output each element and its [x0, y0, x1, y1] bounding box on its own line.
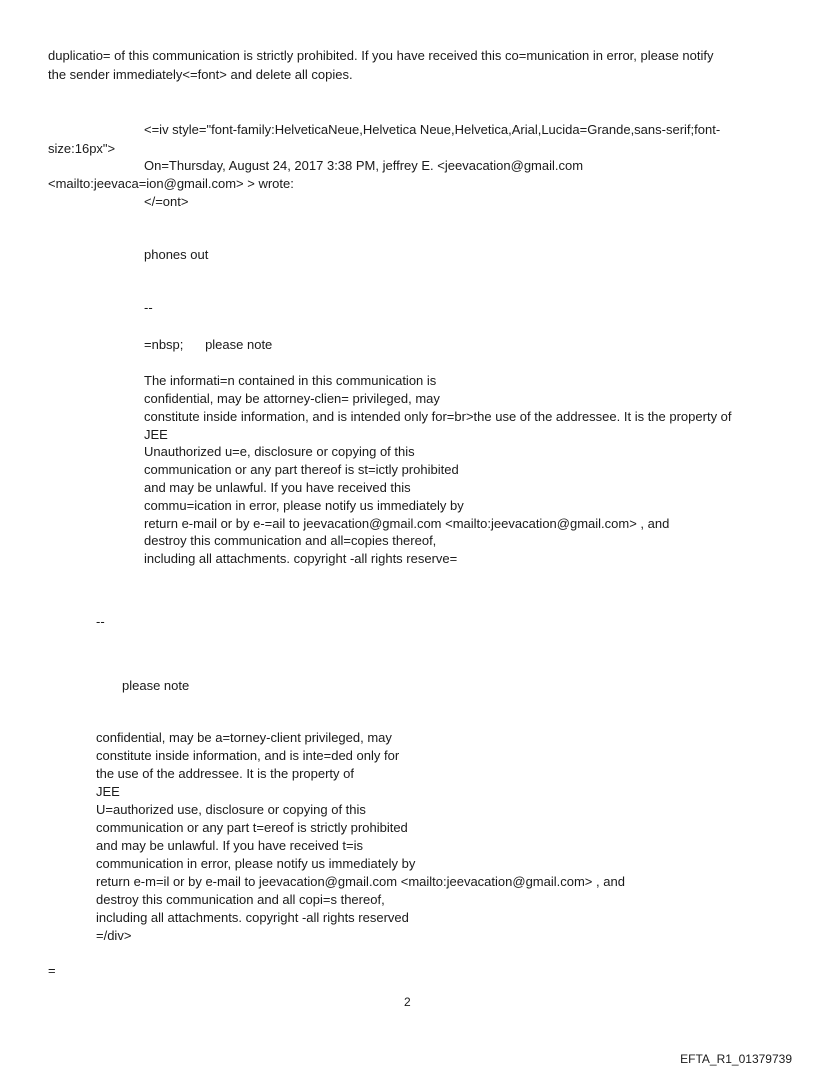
sig2-line: the use of the addressee. It is the property of	[96, 766, 354, 781]
message-body: phones out	[144, 247, 209, 262]
intro-line-1: duplicatio= of this communication is strictly prohibited. If you have received this co=munication in error, please notify	[48, 48, 714, 63]
sig1-line: constitute inside information, and is intended only for=br>the use of the addressee. It is the property of	[144, 409, 732, 424]
trailing-marker: =	[48, 963, 56, 978]
div-open-tag: <=iv style="font-family:HelveticaNeue,Helvetica Neue,Helvetica,Arial,Lucida=Grande,sans-serif;font-	[144, 122, 721, 137]
sig1-line: and may be unlawful. If you have received this	[144, 480, 411, 495]
sig2-line: confidential, may be a=torney-client privileged, may	[96, 730, 392, 745]
document-id-footer: EFTA_R1_01379739	[680, 1052, 792, 1066]
page-number: 2	[404, 995, 411, 1009]
sig2-line: and may be unlawful. If you have received t=is	[96, 838, 364, 853]
div-open-tag-cont: size:16px">	[48, 141, 116, 156]
sig1-line: return e-mail or by e-=ail to jeevacation@gmail.com <mailto:jeevacation@gmail.com> , and	[144, 516, 670, 531]
sig2-dashes: --	[96, 614, 105, 629]
sig1-line: Unauthorized u=e, disclosure or copying of this	[144, 444, 415, 459]
sig2-line: JEE	[96, 784, 120, 799]
sig1-line: JEE	[144, 427, 168, 442]
sig2-note: please note	[122, 678, 190, 693]
sig2-line: communication or any part t=ereof is strictly prohibited	[96, 820, 408, 835]
sig2-line: destroy this communication and all copi=s thereof,	[96, 892, 385, 907]
sig2-line: communication in error, please notify us immediately by	[96, 856, 416, 871]
sig2-line: including all attachments. copyright -all rights reserved	[96, 910, 409, 925]
sig2-line: =/div>	[96, 928, 132, 943]
sig1-note: =nbsp; please note	[144, 337, 273, 352]
sig1-line: commu=ication in error, please notify us immediately by	[144, 498, 464, 513]
sig1-line: destroy this communication and all=copies thereof,	[144, 533, 437, 548]
sig1-line: confidential, may be attorney-clien= privileged, may	[144, 391, 440, 406]
sig1-line: The informati=n contained in this communication is	[144, 373, 437, 388]
sig1-dashes: --	[144, 300, 153, 315]
sig2-line: return e-m=il or by e-mail to jeevacation@gmail.com <mailto:jeevacation@gmail.com> , and	[96, 874, 625, 889]
sig2-line: U=authorized use, disclosure or copying of this	[96, 802, 366, 817]
mailto-wrote-line: <mailto:jeevaca=ion@gmail.com> > wrote:	[48, 176, 294, 191]
intro-line-2: the sender immediately<=font> and delete all copies.	[48, 67, 353, 82]
sig2-line: constitute inside information, and is inte=ded only for	[96, 748, 400, 763]
on-wrote-line: On=Thursday, August 24, 2017 3:38 PM, jeffrey E. <jeevacation@gmail.com	[144, 158, 584, 173]
sig1-line: communication or any part thereof is st=ictly prohibited	[144, 462, 459, 477]
font-close-tag: </=ont>	[144, 194, 189, 209]
sig1-line: including all attachments. copyright -all rights reserve=	[144, 551, 458, 566]
